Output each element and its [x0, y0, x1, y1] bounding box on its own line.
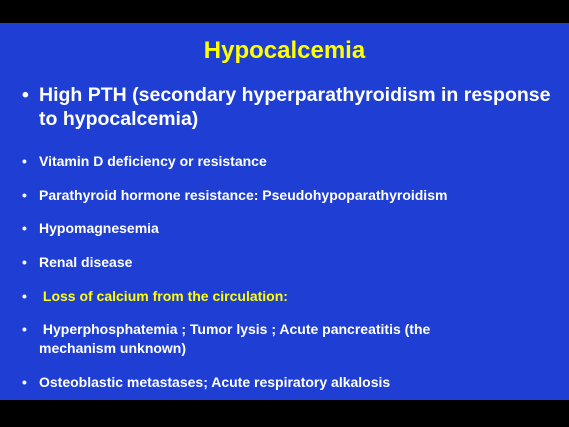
list-item-calcium-loss — [22, 287, 562, 306]
list-item-text: Hypomagnesemia — [39, 220, 159, 236]
main-bullet-text: High PTH (secondary hyperparathyroidism in response to hypocalcemia) — [39, 84, 551, 130]
bullet-icon: • — [22, 254, 27, 270]
list-item-vitamin-d — [22, 152, 562, 171]
list-item-hypomagnesemia — [22, 219, 562, 238]
list-item-hyperphosphatemia — [22, 320, 562, 358]
list-item-osteoblastic — [22, 373, 562, 392]
bullet-icon: • — [22, 187, 27, 203]
list-item-text: Osteoblastic metastases; Acute respiratory alkalosis — [39, 374, 391, 390]
bullet-icon: • — [22, 288, 27, 304]
list-item-text: Parathyroid hormone resistance: Pseudohypoparathyroidism — [39, 187, 448, 203]
list-item-text: Loss of calcium from the circulation: — [39, 288, 288, 304]
slide-title: Hypocalcemia — [203, 37, 366, 64]
list-item-renal-disease — [22, 253, 562, 272]
bullet-icon: • — [22, 220, 27, 236]
bullet-icon: • — [22, 84, 29, 106]
list-item-text: Renal disease — [39, 254, 133, 270]
main-bullet-item — [22, 83, 562, 131]
list-item-text: Hyperphosphatemia ; Tumor lysis ; Acute pancreatitis (the mechanism unknown) — [39, 321, 435, 356]
bullet-icon: • — [22, 374, 27, 390]
slide — [0, 23, 569, 400]
bullet-icon: • — [22, 321, 27, 337]
bullet-icon: • — [22, 153, 27, 169]
list-item-text: Vitamin D deficiency or resistance — [39, 153, 267, 169]
list-item-pth-resistance — [22, 186, 562, 205]
